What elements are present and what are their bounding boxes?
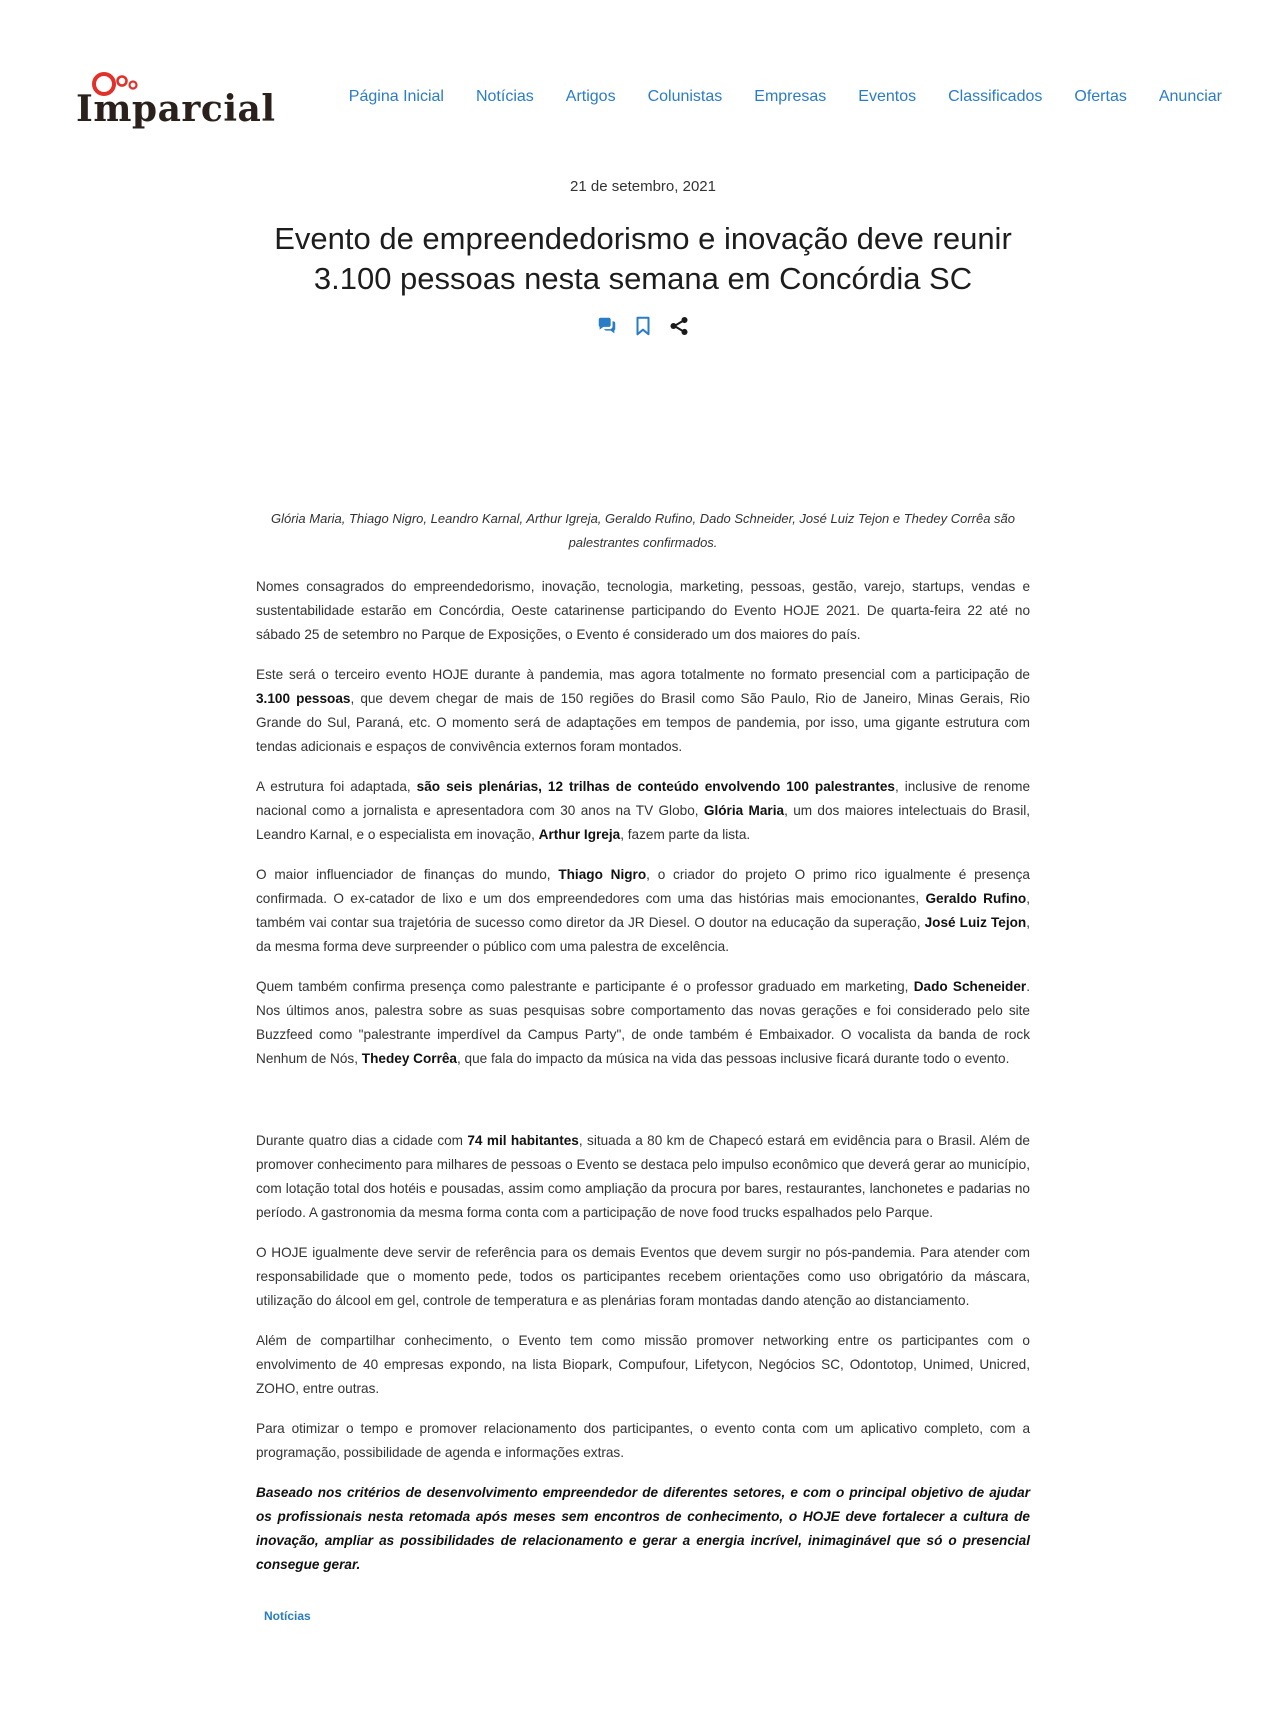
nav-ofertas[interactable]: Ofertas xyxy=(1074,88,1127,105)
comments-icon[interactable] xyxy=(596,315,618,337)
bold-text: 3.100 pessoas xyxy=(256,691,351,706)
body-paragraph: Nomes consagrados do empreendedorismo, inovação, tecnologia, marketing, pessoas, gestão, varejo, startups, vendas e sustentabilidade estarão em Concórdia, Oeste catarinense participando do Evento HOJE 2021. De quarta-feira 22 até no sábado 25 de setembro no Parque de Exposições, o Evento é considerado um dos maiores do país. xyxy=(256,579,1030,642)
bold-text: Thedey Corrêa xyxy=(361,1051,457,1066)
bold-text: José Luiz Tejon xyxy=(924,915,1027,930)
article-actions xyxy=(256,315,1030,337)
nav-colunistas[interactable]: Colunistas xyxy=(647,88,723,105)
section-gap xyxy=(256,1087,1030,1129)
bold-text: Glória Maria xyxy=(703,803,785,818)
bookmark-icon[interactable] xyxy=(632,315,654,337)
bold-text: Arthur Igreja xyxy=(538,827,621,842)
image-placeholder xyxy=(256,337,1030,507)
bold-text: Dado Scheneider xyxy=(913,979,1027,994)
body-paragraph: Além de compartilhar conhecimento, o Evento tem como missão promover networking entre os participantes com o envolvimento de 40 empresas expondo, na lista Biopark, Compufour, Lifetycon, Negócios SC, Odontotop, Unimed, Unicred, ZOHO, entre outras. xyxy=(256,1333,1030,1396)
body-paragraph: O HOJE igualmente deve servir de referência para os demais Eventos que devem surgir no pós-pandemia. Para atender com responsabilidade que o momento pede, todos os participantes recebem orientações como uso obrigatório da máscara, utilização do álcool em gel, controle de temperatura e as plenárias foram montadas dando atenção ao distanciamento. xyxy=(256,1245,1030,1308)
nav-artigos[interactable]: Artigos xyxy=(565,88,616,105)
category-tag[interactable]: Notícias xyxy=(264,1609,311,1623)
site-logo[interactable] xyxy=(76,68,276,134)
body-paragraph: Durante quatro dias a cidade com 74 mil habitantes, situada a 80 km de Chapecó estará em evidência para o Brasil. Além de promover conhecimento para milhares de pessoas o Evento se destaca pelo impulso econômico que deverá gerar ao município, com lotação total dos hotéis e pousadas, assim como ampliação da procura por bares, restaurantes, lanchonetes e padarias no período. A gastronomia da mesma forma conta com a participação de nove food trucks espalhados pelo Parque. xyxy=(256,1133,1030,1220)
body-paragraph: A estrutura foi adaptada, são seis plenárias, 12 trilhas de conteúdo envolvendo 100 palestrantes, inclusive de renome nacional como a jornalista e apresentadora com 30 anos na TV Globo, Glória Maria, um dos maiores intelectuais do Brasil, Leandro Karnal, e o especialista em inovação, Arthur Igreja, fazem parte da lista. xyxy=(256,779,1031,842)
bold-text: são seis plenárias, 12 trilhas de conteúdo envolvendo 100 palestrantes xyxy=(416,779,895,794)
closing-paragraph: Baseado nos critérios de desenvolvimento empreendedor de diferentes setores, e com o principal objetivo de ajudar os profissionais nesta retomada após meses sem encontros de conhecimento, o HOJE deve fortalecer a cultura de inovação, ampliar as possibilidades de relacionamento e gerar a energia incrível, inimaginável que só o presencial consegue gerar. xyxy=(256,1485,1030,1572)
bold-text: Thiago Nigro xyxy=(558,867,647,882)
article-body-1 xyxy=(256,575,1030,1071)
nav-anunciar[interactable]: Anunciar xyxy=(1158,88,1222,105)
body-paragraph: Para otimizar o tempo e promover relacionamento dos participantes, o evento conta com um aplicativo completo, com a programação, possibilidade de agenda e informações extras. xyxy=(256,1421,1030,1460)
image-caption: Glória Maria, Thiago Nigro, Leandro Karnal, Arthur Igreja, Geraldo Rufino, Dado Schneider, José Luiz Tejon e Thedey Corrêa são palestrantes confirmados. xyxy=(270,511,1016,550)
bold-text: 74 mil habitantes xyxy=(467,1133,579,1148)
body-paragraph: Quem também confirma presença como palestrante e participante é o professor graduado em marketing, Dado Scheneider. Nos últimos anos, palestra sobre as suas pesquisas sobre comportamento das novas gerações e foi considerado pelo site Buzzfeed como "palestrante imperdível da Campus Party", de onde também é Embaixador. O vocalista da banda de rock Nenhum de Nós, Thedey Corrêa, que fala do impacto da música na vida das pessoas inclusive ficará durante todo o evento. xyxy=(256,979,1030,1066)
article-title: Evento de empreendedorismo e inovação deve reunir 3.100 pessoas nesta semana em Concórdia SC xyxy=(274,221,1012,296)
article-date: 21 de setembro, 2021 xyxy=(570,178,716,195)
share-icon[interactable] xyxy=(668,315,690,337)
site-header xyxy=(0,0,1280,140)
nav-noticias[interactable]: Notícias xyxy=(475,88,534,105)
nav-pagina-inicial[interactable]: Página Inicial xyxy=(348,88,444,105)
bold-text: Geraldo Rufino xyxy=(925,891,1027,906)
nav-empresas[interactable]: Empresas xyxy=(754,88,827,105)
main-nav xyxy=(349,88,1222,106)
body-paragraph: O maior influenciador de finanças do mundo, Thiago Nigro, o criador do projeto O primo rico igualmente é presença confirmada. O ex-catador de lixo e um dos empreendedores com uma das histórias mais emocionantes, Geraldo Rufino, também vai contar sua trajetória de sucesso como diretor da JR Diesel. O doutor na educação da superação, José Luiz Tejon, da mesma forma deve surpreender o público com uma palestra de excelência. xyxy=(256,867,1030,954)
article-body-2 xyxy=(256,1129,1030,1465)
logo-text: Imparcial xyxy=(76,88,276,130)
body-paragraph: Este será o terceiro evento HOJE durante à pandemia, mas agora totalmente no formato presencial com a participação de 3.100 pessoas, que devem chegar de mais de 150 regiões do Brasil como São Paulo, Rio de Janeiro, Minas Gerais, Rio Grande do Sul, Paraná, etc. O momento será de adaptações em tempos de pandemia, por isso, uma gigante estrutura com tendas adicionais e espaços de convivência externos foram montados. xyxy=(256,667,1030,754)
nav-classificados[interactable]: Classificados xyxy=(948,88,1043,105)
article xyxy=(256,170,1030,1625)
nav-eventos[interactable]: Eventos xyxy=(858,88,917,105)
